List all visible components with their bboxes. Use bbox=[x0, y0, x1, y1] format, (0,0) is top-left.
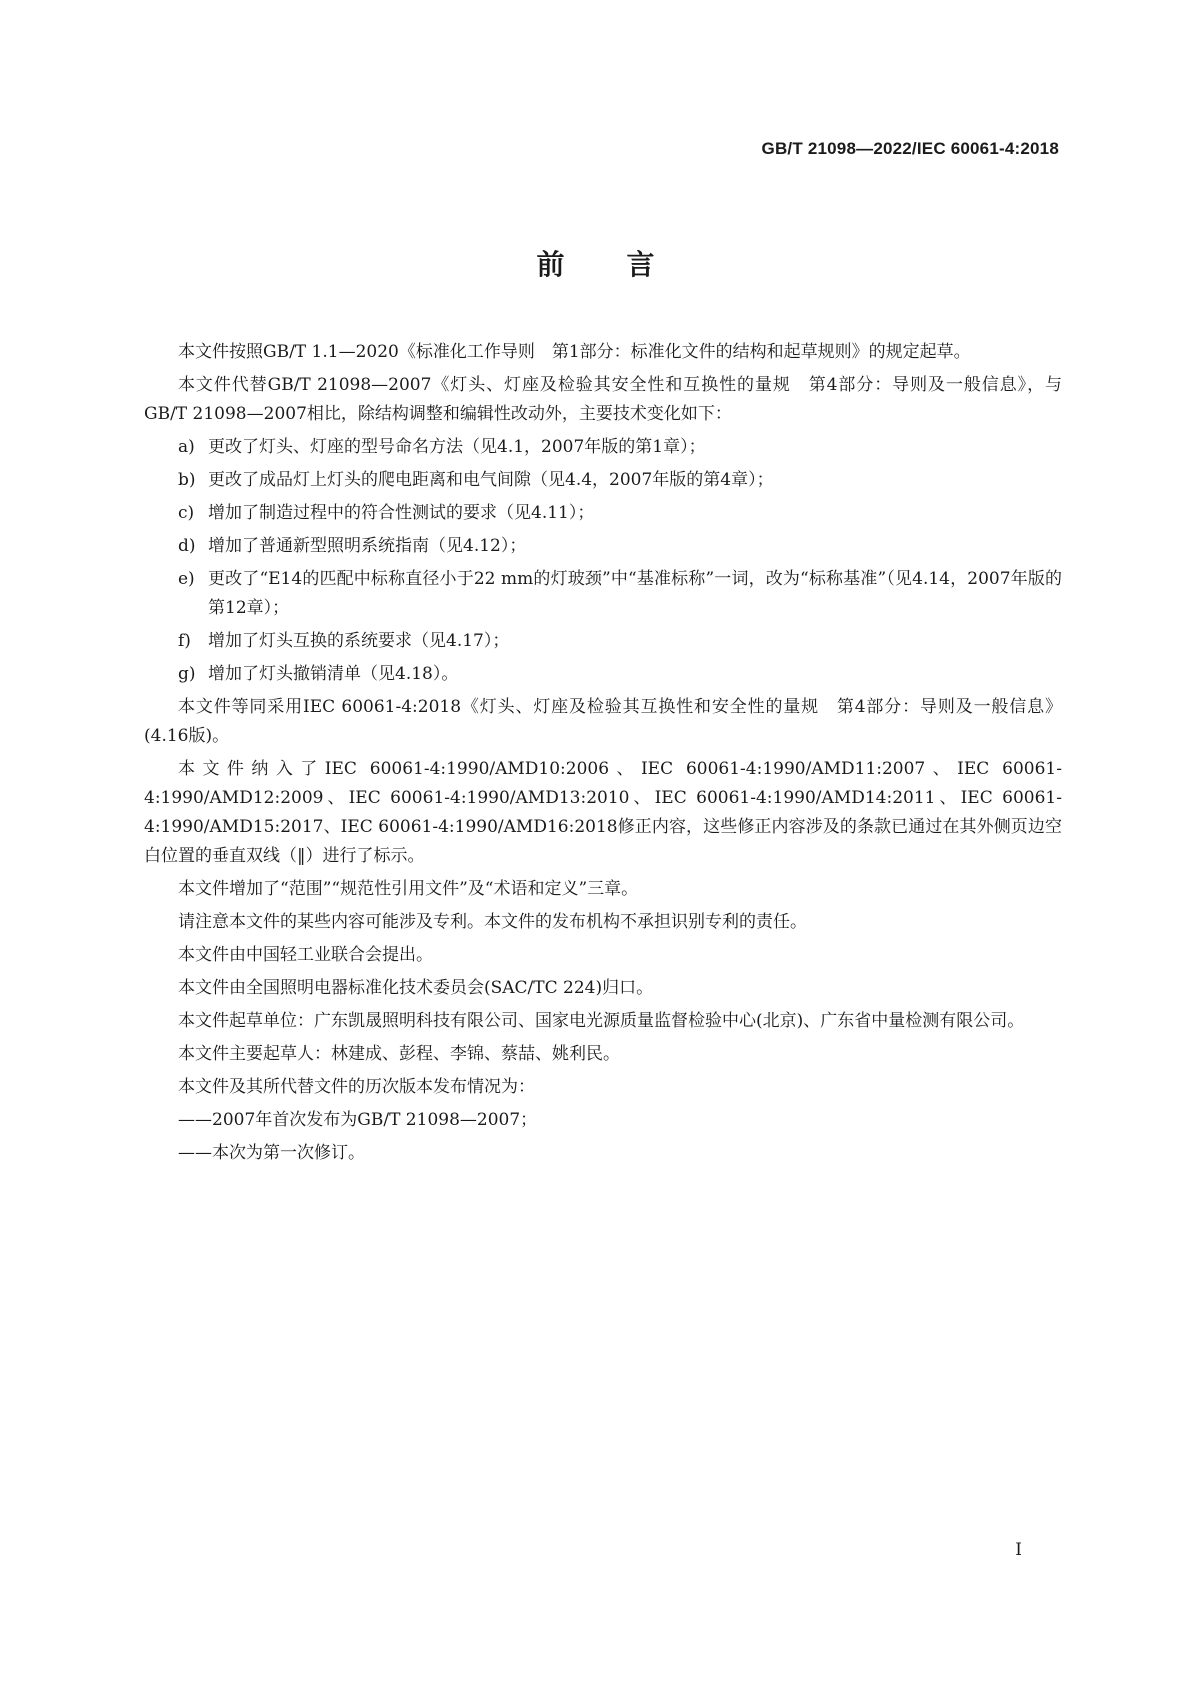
list-marker: e) bbox=[178, 569, 195, 589]
paragraph: 本文件代替GB/T 21098—2007《灯头、灯座及检验其安全性和互换性的量规 第4部分：导则及一般信息》，与GB/T 21098—2007相比，除结构调整和编辑性改动外，主要技术变化如下： bbox=[144, 375, 1062, 424]
paragraph: 本文件增加了“范围”“规范性引用文件”及“术语和定义”三章。 bbox=[178, 879, 639, 899]
list-item bbox=[144, 532, 1062, 561]
paragraph: 本文件起草单位：广东凯晟照明科技有限公司、国家电光源质量监督检验中心(北京)、广东省中量检测有限公司。 bbox=[178, 1011, 1025, 1031]
list-item bbox=[144, 499, 1062, 528]
list-marker: d) bbox=[178, 536, 196, 556]
list-item-text: 更改了“E14的匹配中标称直径小于22 mm的灯玻颈”中“基准标称”一词，改为“标称基准”（见4.14，2007年版的第12章）； bbox=[208, 569, 1062, 618]
list-item-text: 增加了灯头互换的系统要求（见4.17）； bbox=[208, 631, 510, 651]
list-item bbox=[144, 466, 1062, 495]
paragraph: 本文件按照GB/T 1.1—2020《标准化工作导则 第1部分：标准化文件的结构和起草规则》的规定起草。 bbox=[178, 342, 971, 362]
list-item-text: 增加了普通新型照明系统指南（见4.12）； bbox=[208, 536, 527, 556]
list-item bbox=[144, 565, 1062, 623]
list-marker: f) bbox=[178, 631, 191, 651]
paragraph: 本文件由全国照明电器标准化技术委员会(SAC/TC 224)归口。 bbox=[178, 978, 654, 998]
page-title: 前言 bbox=[536, 248, 717, 281]
foreword-body bbox=[144, 338, 1062, 1172]
list-marker: c) bbox=[178, 503, 195, 523]
paragraph: 本文件由中国轻工业联合会提出。 bbox=[178, 945, 433, 965]
history-item: ——本次为第一次修订。 bbox=[178, 1143, 365, 1163]
paragraph: 本文件及其所代替文件的历次版本发布情况为： bbox=[178, 1077, 535, 1097]
list-marker: b) bbox=[178, 470, 196, 490]
paragraph: 请注意本文件的某些内容可能涉及专利。本文件的发布机构不承担识别专利的责任。 bbox=[178, 912, 807, 932]
paragraph: 本文件纳入了IEC 60061-4:1990/AMD10:2006、IEC 60061-4:1990/AMD11:2007、IEC 60061-4:1990/AMD12:2009、IEC 60061-4:1990/AMD13:2010、IEC 60061-4:1990/AMD14:2011、IEC 60061-4:1990/AMD15:2017、IEC 60061-4:1990/AMD16:2018修正内容，这些修正内容涉及的条款已通过在其外侧页边空白位置的垂直双线（‖）进行了标示。 bbox=[144, 759, 1062, 866]
paragraph: 本文件主要起草人：林建成、彭程、李锦、蔡喆、姚利民。 bbox=[178, 1044, 620, 1064]
standard-code: GB/T 21098—2022/IEC 60061-4:2018 bbox=[761, 139, 1059, 158]
paragraph: 本文件等同采用IEC 60061-4:2018《灯头、灯座及检验其互换性和安全性的量规 第4部分：导则及一般信息》(4.16版)。 bbox=[144, 697, 1062, 746]
list-marker: g) bbox=[178, 664, 196, 684]
page-number: I bbox=[1015, 1540, 1023, 1560]
history-item: ——2007年首次发布为GB/T 21098—2007； bbox=[178, 1110, 538, 1130]
list-item bbox=[144, 627, 1062, 656]
list-marker: a) bbox=[178, 437, 195, 457]
list-item bbox=[144, 433, 1062, 462]
list-item-text: 更改了成品灯上灯头的爬电距离和电气间隙（见4.4，2007年版的第4章）； bbox=[208, 470, 774, 490]
list-item-text: 增加了制造过程中的符合性测试的要求（见4.11）； bbox=[208, 503, 595, 523]
list-item bbox=[144, 660, 1062, 689]
list-item-text: 增加了灯头撤销清单（见4.18）。 bbox=[208, 664, 459, 684]
list-item-text: 更改了灯头、灯座的型号命名方法（见4.1，2007年版的第1章）； bbox=[208, 437, 706, 457]
